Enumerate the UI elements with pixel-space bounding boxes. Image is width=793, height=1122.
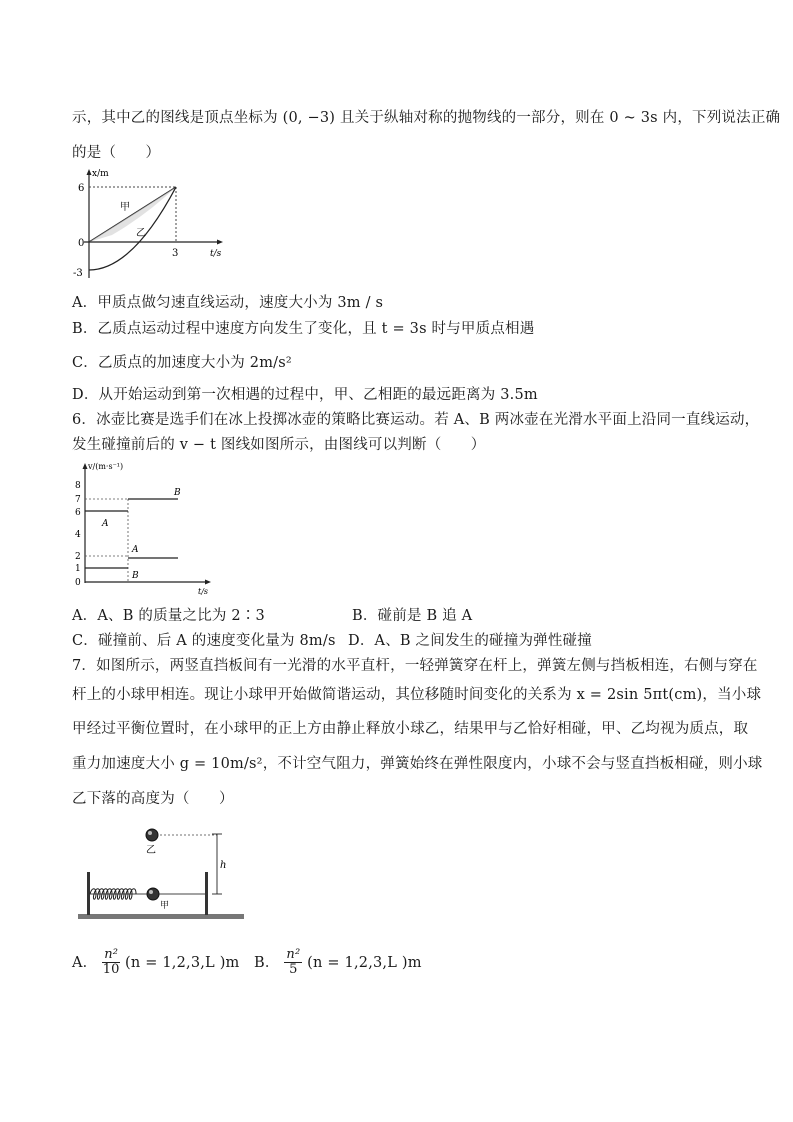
x-axis-label: t/s [210,249,222,259]
label-h: h [220,860,227,871]
q7-option-a-fraction [102,948,120,978]
ball-jia [147,888,159,900]
q7-option-a-suffix: (n = 1,2,3,L )m [124,954,240,971]
q7-option-b-fraction [284,948,302,978]
q6-stem-line2: 发生碰撞前后的 v − t 图线如图所示，由图线可以判断（ ） [72,437,486,453]
q5-option-c: C．乙质点的加速度大小为 2m/s² [72,355,292,371]
q5-option-d: D．从开始运动到第一次相遇的过程中，甲、乙相距的最远距离为 3.5m [72,387,538,403]
y-tick-2: 2 [75,552,81,562]
y-tick-neg3: -3 [73,268,83,279]
q7-spring-figure [72,820,252,932]
q5-stem-line1: 示，其中乙的图线是顶点坐标为 (0, −3) 且关于纵轴对称的抛物线的一部分，则在 0 ~ 3s 内，下列说法正确 [72,110,781,126]
q7-stem-line3: 甲经过平衡位置时，在小球甲的正上方由静止释放小球乙，结果甲与乙恰好相碰，甲、乙均视为质点，取 [72,721,749,737]
y-axis-label: x/m [92,169,109,179]
q7-option-a-prefix: A． [72,954,98,971]
y-axis-label: v/(m·s⁻¹) [88,462,124,471]
q6-option-d: D．A、B 之间发生的碰撞为弹性碰撞 [348,633,592,649]
q7-option-b-prefix: B． [254,954,280,971]
base-plate [78,914,244,919]
y-tick-6: 6 [75,508,81,518]
q6-option-a: A．A、B 的质量之比为 2∶3 [72,608,265,624]
label-B-bottom: B [132,571,139,581]
y-tick-0: 0 [75,578,81,588]
y-tick-6: 6 [78,183,85,194]
label-A-bottom: A [132,545,139,555]
y-tick-4: 4 [75,530,81,540]
left-wall [87,872,90,915]
q7-option-b-suffix: (n = 1,2,3,L )m [307,954,422,971]
q7-stem-line5: 乙下落的高度为（ ） [72,791,234,807]
y-tick-0: 0 [78,238,85,249]
label-A-top: A [102,519,109,529]
q7-stem-line4: 重力加速度大小 g = 10m/s²，不计空气阻力，弹簧始终在弹性限度内，小球不会与竖直挡板相碰，则小球 [72,756,763,772]
q7-option-a-denominator: 10 [102,962,120,978]
label-B-top: B [174,488,181,498]
q7-stem-line1: 7．如图所示，两竖直挡板间有一光滑的水平直杆，一轻弹簧穿在杆上，弹簧左侧与挡板相连，右侧与穿在 [72,658,758,674]
y-tick-1: 1 [75,564,81,574]
q5-stem-line2: 的是（ ） [72,145,161,161]
q7-stem-line2: 杆上的小球甲相连。现让小球甲开始做简谐运动，其位移随时间变化的关系为 x = 2sin 5πt(cm)，当小球 [72,687,762,703]
label-yi: 乙 [136,228,146,239]
q6-option-b: B．碰前是 B 追 A [352,608,473,624]
q5-option-b: B．乙质点运动过程中速度方向发生了变化，且 t = 3s 时与甲质点相遇 [72,321,535,337]
q6-stem-line1: 6．冰壶比赛是选手们在冰上投掷冰壶的策略比赛运动。若 A、B 两冰壶在光滑水平面上沿同一直线运动， [72,412,760,428]
q7-option-a [72,948,240,978]
y-tick-7: 7 [75,495,81,505]
q7-option-a-numerator: n² [104,947,119,962]
q7-option-b-denominator: 5 [289,962,298,978]
q5-option-a: A．甲质点做匀速直线运动，速度大小为 3m / s [72,295,384,311]
q6-option-c: C．碰撞前、后 A 的速度变化量为 8m/s [72,633,336,649]
label-jia: 甲 [120,202,130,213]
yi-parabola [89,187,179,270]
right-wall [205,872,208,915]
q7-option-b [254,948,422,978]
x-tick-3: 3 [172,248,179,259]
q5-xt-graph [70,166,230,286]
x-axis-label: t/s [198,587,209,596]
ball-yi [146,829,158,841]
y-tick-8: 8 [75,481,81,491]
label-jia: 甲 [160,901,170,911]
label-yi: 乙 [146,845,156,856]
q7-option-b-numerator: n² [286,947,301,962]
q6-vt-graph [70,458,220,598]
